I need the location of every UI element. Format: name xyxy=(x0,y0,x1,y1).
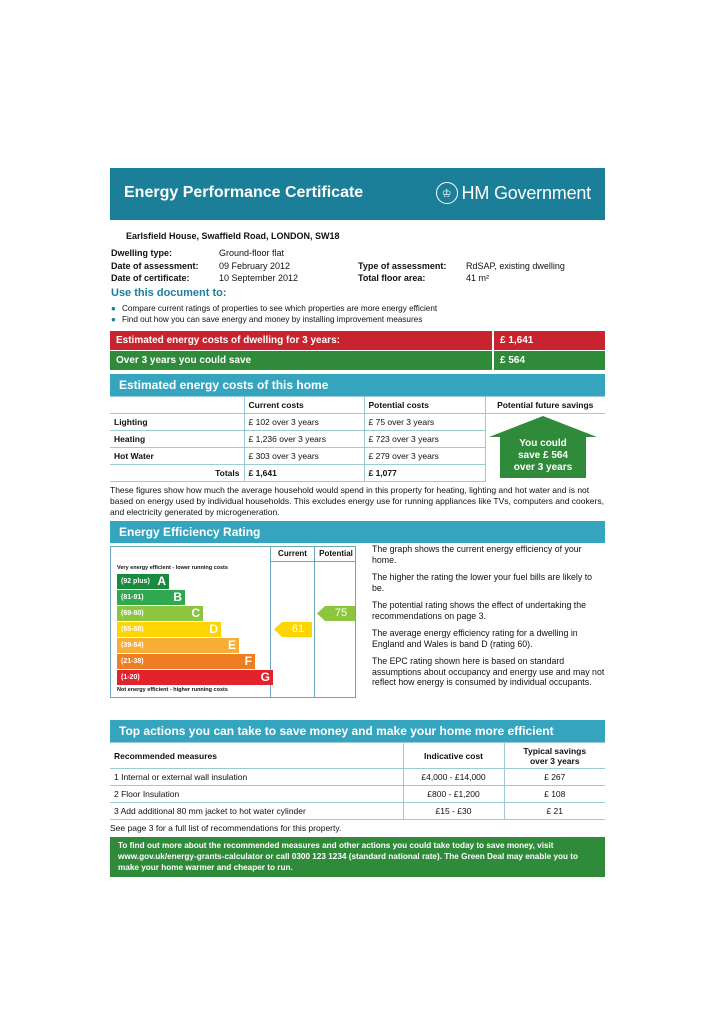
col-potential: Potential xyxy=(319,549,353,558)
cost-row-potential: £ 75 over 3 years xyxy=(364,414,485,431)
estimated-costs-value: £ 1,641 xyxy=(494,331,605,350)
cost-row-potential: £ 279 over 3 years xyxy=(364,448,485,465)
measure-cost: £800 - £1,200 xyxy=(403,786,504,803)
not-efficient-note: Not energy efficient - higher running costs xyxy=(117,687,228,693)
see-page-note: See page 3 for a full list of recommendations for this property. xyxy=(110,823,342,833)
use-bullet-text: Find out how you can save energy and money by installing improvement measures xyxy=(121,315,423,324)
green-deal-footer xyxy=(110,837,605,877)
government-name: HM Government xyxy=(461,182,591,203)
rating-band-d xyxy=(117,622,221,637)
col-savings-line-2: over 3 years xyxy=(529,755,580,766)
use-document-heading: Use this document to: xyxy=(111,287,227,299)
rating-band-e xyxy=(117,638,239,653)
footer-line-3: make your home warmer and cheaper to run. xyxy=(118,863,293,872)
rating-band-a xyxy=(117,574,169,589)
footer-line-1: To find out more about the recommended measures and other actions you could take today to save money, visit xyxy=(118,841,554,850)
dwelling-type-label: Dwelling type: xyxy=(111,248,173,258)
use-bullet: ● Find out how you can save energy and money by installing improvement measures xyxy=(111,315,423,324)
totals-label: Totals xyxy=(110,465,244,482)
arrow-line-3: over 3 years xyxy=(513,462,573,473)
cost-row-current: £ 1,236 over 3 years xyxy=(244,431,364,448)
hm-government-logo xyxy=(436,182,591,204)
certificate-header xyxy=(110,168,605,220)
col-current-costs: Current costs xyxy=(244,397,364,414)
rating-band-range: (39-54) xyxy=(121,642,144,649)
dwelling-type-value: Ground-floor flat xyxy=(219,248,285,258)
table-row xyxy=(110,769,605,786)
rating-explanation xyxy=(372,544,605,688)
table-row xyxy=(110,786,605,803)
type-assessment-label: Type of assessment: xyxy=(358,261,447,271)
potential-rating-marker xyxy=(317,606,355,621)
col-current: Current xyxy=(278,549,307,558)
measure-name: 1 Internal or external wall insulation xyxy=(110,769,403,786)
arrow-line-2: save £ 564 xyxy=(517,450,569,461)
measure-name: 3 Add additional 80 mm jacket to hot water cylinder xyxy=(110,803,403,820)
rating-band-range: (69-80) xyxy=(121,610,144,617)
measure-name: 2 Floor Insulation xyxy=(110,786,403,803)
rating-band-letter: A xyxy=(157,574,166,588)
measure-saving: £ 21 xyxy=(504,803,605,820)
rating-band-range: (55-68) xyxy=(121,626,144,633)
col-typical-savings xyxy=(504,743,605,769)
date-certificate-label: Date of certificate: xyxy=(111,273,190,283)
savings-value: £ 564 xyxy=(494,351,605,370)
use-bullet-text: Compare current ratings of properties to see which properties are more energy efficient xyxy=(121,304,438,313)
table-row xyxy=(110,803,605,820)
cost-row-name: Lighting xyxy=(110,414,244,431)
actions-table xyxy=(110,742,605,820)
arrow-line-1: You could xyxy=(519,438,567,449)
costs-note: These figures show how much the average household would spend in this property for heating, lighting and hot water and is not based on energy used by individual households. This excludes energy use for running appliances like TVs, computers and cookers, and electricity generated by microgeneration. xyxy=(110,485,604,517)
total-current: £ 1,641 xyxy=(244,465,364,482)
savings-bar: Over 3 years you could save xyxy=(110,351,492,370)
estimated-costs-bar: Estimated energy costs of dwelling for 3 years: xyxy=(110,331,492,350)
rating-band-range: (1-20) xyxy=(121,674,140,681)
costs-corner-cell xyxy=(110,397,244,414)
measure-saving: £ 267 xyxy=(504,769,605,786)
property-address: Earlsfield House, Swaffield Road, LONDON, SW18 xyxy=(126,231,340,241)
rating-band-range: (21-38) xyxy=(121,658,144,665)
costs-section-heading: Estimated energy costs of this home xyxy=(110,374,605,396)
use-bullet: ● Compare current ratings of properties to see which properties are more energy efficient xyxy=(111,304,438,313)
actions-section-heading: Top actions you can take to save money and make your home more efficient xyxy=(110,720,605,742)
rating-band-b xyxy=(117,590,185,605)
measure-saving: £ 108 xyxy=(504,786,605,803)
floor-area-label: Total floor area: xyxy=(358,273,426,283)
rating-paragraph: The graph shows the current energy efficiency of your home. xyxy=(372,544,582,565)
rating-band-letter: G xyxy=(260,670,270,684)
cost-row-current: £ 102 over 3 years xyxy=(244,414,364,431)
col-savings-line-1: Typical savings xyxy=(523,745,587,756)
rating-band-letter: C xyxy=(191,606,200,620)
rating-band-range: (81-91) xyxy=(121,594,144,601)
rating-band-c xyxy=(117,606,203,621)
current-rating-marker xyxy=(274,622,312,637)
col-indicative-cost: Indicative cost xyxy=(403,743,504,769)
rating-paragraph: The average energy efficiency rating for a dwelling in England and Wales is band D (rating 60). xyxy=(372,628,578,649)
rating-section-heading: Energy Efficiency Rating xyxy=(110,521,605,543)
col-future-savings: Potential future savings xyxy=(485,397,605,414)
rating-band-letter: E xyxy=(227,638,236,652)
rating-band-range: (92 plus) xyxy=(121,578,150,585)
type-assessment-value: RdSAP, existing dwelling xyxy=(466,261,565,271)
certificate-title: Energy Performance Certificate xyxy=(124,184,364,201)
date-assessment-value: 09 February 2012 xyxy=(219,261,291,271)
date-assessment-label: Date of assessment: xyxy=(111,261,199,271)
rating-band-g xyxy=(117,670,273,685)
measure-cost: £15 - £30 xyxy=(403,803,504,820)
total-potential: £ 1,077 xyxy=(364,465,485,482)
col-potential-costs: Potential costs xyxy=(364,397,485,414)
rating-paragraph: The higher the rating the lower your fuel bills are likely to be. xyxy=(372,572,593,593)
very-efficient-note: Very energy efficient - lower running costs xyxy=(117,565,228,571)
measure-cost: £4,000 - £14,000 xyxy=(403,769,504,786)
rating-chart xyxy=(110,546,356,698)
potential-rating-marker-value: 75 xyxy=(334,607,348,619)
rating-band-f xyxy=(117,654,255,669)
cost-row-name: Heating xyxy=(110,431,244,448)
rating-paragraph: The potential rating shows the effect of undertaking the recommendations on page 3. xyxy=(372,600,587,621)
rating-band-letter: F xyxy=(244,654,252,668)
savings-arrow xyxy=(489,416,597,478)
footer-line-2: www.gov.uk/energy-grants-calculator or call 0300 123 1234 (standard national rate). The Green Deal may enable you to xyxy=(118,852,579,861)
rating-paragraph: The EPC rating shown here is based on standard assumptions about occupancy and energy use and may not reflect how energy is consumed by individual occupants. xyxy=(372,656,605,687)
col-recommended-measures: Recommended measures xyxy=(110,743,403,769)
cost-row-name: Hot Water xyxy=(110,448,244,465)
cost-row-potential: £ 723 over 3 years xyxy=(364,431,485,448)
rating-band-letter: D xyxy=(209,622,218,636)
cost-row-current: £ 303 over 3 years xyxy=(244,448,364,465)
royal-crest-icon: ♔ xyxy=(436,182,458,204)
date-certificate-value: 10 September 2012 xyxy=(219,273,299,283)
rating-band-letter: B xyxy=(173,590,182,604)
floor-area-value: 41 m² xyxy=(466,273,490,283)
current-rating-marker-value: 61 xyxy=(291,623,305,635)
